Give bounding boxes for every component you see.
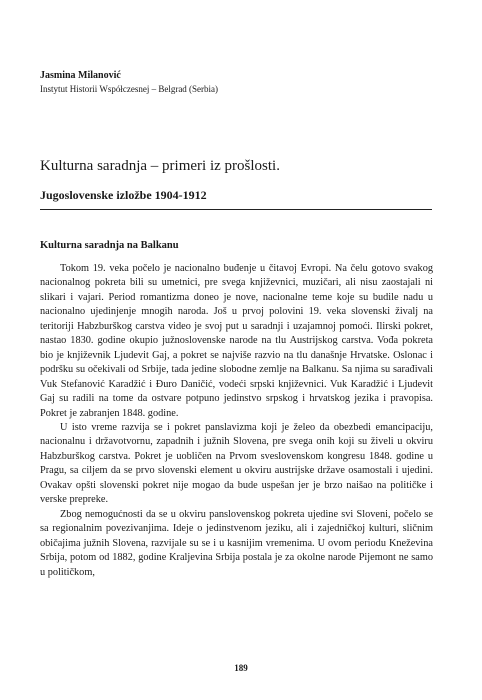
body-paragraph: Zbog nemogućnosti da se u okviru panslovenskog pokreta ujedine svi Sloveni, počelo se sa regionalnim povezivanjima. Ideje o jedinstvenom jeziku, ali i zajedničkoj kulturi, sličnim običajima južnih Slovena, razvijale su se i u kasnijim vremenima. U ovom periodu Kneževina Srbija, potom od 1882, godine Kraljevina Srbija postala je za okolne narode Pijemont ne samo u političkom, xyxy=(40,508,433,578)
body-paragraph: Tokom 19. veka počelo je nacionalno buđenje u čitavoj Evropi. Na čelu gotovo svakog nacionalnog pokreta bili su umetnici, pre svega književnici, muzičari, ali nisu zaostajali ni slikari i vajari. Period romantizma doneo je nove, nacionalne teme koje su budile nadu u nacionalno ujedinjenje mnogih naroda. Još u prvoj polovini 19. veka slovenski živalj na teritoriji Habzburškog carstva video je svoj put u saradnji i uzajamnoj pomoći. Ilirski pokret, nastao 1830. godine okupio južnoslovenske narode na tlu Austrijskog carstva. Vođa pokreta bio je književnik Ljudevit Gaj, a pokret se najviše razvio na tlu današnje Hrvatske. Oslonac i podršku su očekivali od Srbije, tada jedine slobodne zemlje na Balkanu. Sa njima su sarađivali Vuk Stefanović Karadžić i Đuro Daničić, vodeći srpski književnici. Vuk Karadžić i Ljudevit Gaj su radili na tome da ostvare potpuno jedinstvo srpskog i hrvatskog jezika i pravopisa. Pokret je zabranjen 1848. godine. xyxy=(40,263,433,419)
body-paragraph: U isto vreme razvija se i pokret panslavizma koji je želeo da obezbedi emancipaciju, nacionalnu i državotvornu, zapadnih i južnih Slovena, pre svega onih koji su živeli u okviru Habzburškog carstva. Pokret je uobličen na Prvom sveslovenskom kongresu 1848. godine u Pragu, sa ciljem da se prvo slovenski element u okviru austrijske države osamostali i ujedini. Ovakav opšti slovenski pokret nije mogao da bude uspešan jer je brzo naišao na političke i verske prepreke. xyxy=(40,421,433,506)
author-name: Jasmina Milanović xyxy=(40,70,121,81)
section-heading: Kulturna saradnja na Balkanu xyxy=(40,240,179,251)
article-subtitle: Jugoslovenske izložbe 1904-1912 xyxy=(40,188,207,202)
page-number: 189 xyxy=(234,663,248,673)
article-title: Kulturna saradnja – primeri iz prošlosti. xyxy=(40,158,280,174)
title-divider xyxy=(40,209,432,210)
author-affiliation: Instytut Historii Współczesnej – Belgrad (Serbia) xyxy=(40,84,219,94)
article-body xyxy=(40,262,433,580)
